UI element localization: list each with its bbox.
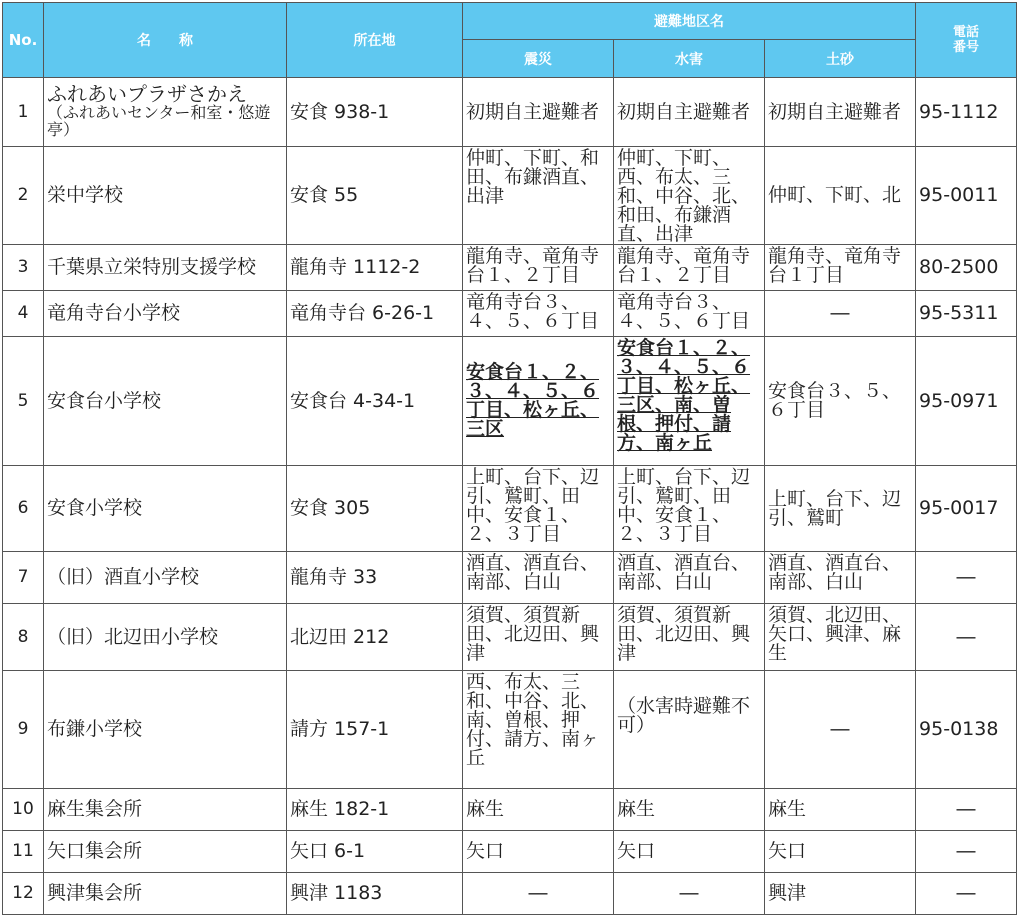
- row-address: 竜角寺台 6-26-1: [287, 291, 463, 337]
- header-tel: [916, 3, 1017, 78]
- row-flood: 麻生: [614, 789, 765, 831]
- row-tel: ―: [916, 552, 1017, 604]
- row-no: 4: [3, 291, 44, 337]
- row-name-main: ふれあいプラザさかえ: [47, 82, 247, 106]
- row-flood: 須賀、須賀新田、北辺田、興津: [614, 604, 765, 671]
- row-address: 請方 157-1: [287, 671, 463, 789]
- row-flood: ―: [614, 873, 765, 915]
- row-landslide: 安食台３、５、６丁目: [765, 337, 916, 466]
- row-name: （旧）酒直小学校: [44, 552, 287, 604]
- row-name: （旧）北辺田小学校: [44, 604, 287, 671]
- row-landslide: ―: [765, 291, 916, 337]
- row-address: 龍角寺 33: [287, 552, 463, 604]
- table-row: [3, 466, 1017, 552]
- row-landslide: 仲町、下町、北: [765, 147, 916, 245]
- row-quake: 西、布太、三和、中谷、北、南、曽根、押付、請方、南ヶ丘: [463, 671, 614, 789]
- table-row: [3, 78, 1017, 147]
- row-address: 北辺田 212: [287, 604, 463, 671]
- row-address: 安食 55: [287, 147, 463, 245]
- row-quake: 麻生: [463, 789, 614, 831]
- row-flood: 酒直、酒直台、南部、白山: [614, 552, 765, 604]
- row-tel: 95-0011: [916, 147, 1017, 245]
- row-name: 安食小学校: [44, 466, 287, 552]
- row-quake: 龍角寺、竜角寺台１、２丁目: [463, 245, 614, 291]
- table-row: [3, 604, 1017, 671]
- row-no: 6: [3, 466, 44, 552]
- row-landslide: 矢口: [765, 831, 916, 873]
- row-name-sub: （ふれあいセンター和室・悠遊亭）: [47, 103, 271, 139]
- row-landslide: 上町、台下、辺引、鷲町: [765, 466, 916, 552]
- evacuation-shelter-table: [2, 2, 1017, 915]
- row-no: 1: [3, 78, 44, 147]
- row-quake: ―: [463, 873, 614, 915]
- row-landslide: ―: [765, 671, 916, 789]
- header-landslide: 土砂: [765, 40, 916, 78]
- row-tel: ―: [916, 789, 1017, 831]
- row-quake-underlined: 安食台１、２、３、４、５、６丁目、松ヶ丘、三区: [466, 361, 600, 440]
- table-row: [3, 291, 1017, 337]
- row-flood: 龍角寺、竜角寺台１、２丁目: [614, 245, 765, 291]
- row-landslide: 初期自主避難者: [765, 78, 916, 147]
- header-quake: 震災: [463, 40, 614, 78]
- header-area-group: 避難地区名: [463, 3, 916, 40]
- row-flood-underlined: 安食台１、２、３、４、５、６丁目、松ヶ丘、三区、南、曽根、押付、請方、南ヶ丘: [617, 337, 751, 454]
- row-name: 麻生集会所: [44, 789, 287, 831]
- row-no: 8: [3, 604, 44, 671]
- row-name: 千葉県立栄特別支援学校: [44, 245, 287, 291]
- row-no: 7: [3, 552, 44, 604]
- table-row: [3, 789, 1017, 831]
- row-address: 麻生 182-1: [287, 789, 463, 831]
- row-tel: 95-0971: [916, 337, 1017, 466]
- header-address: 所在地: [287, 3, 463, 78]
- row-name: 安食台小学校: [44, 337, 287, 466]
- row-tel: ―: [916, 873, 1017, 915]
- header-no: No.: [3, 3, 44, 78]
- row-tel: 95-1112: [916, 78, 1017, 147]
- row-landslide: 須賀、北辺田、矢口、興津、麻生: [765, 604, 916, 671]
- row-quake: 矢口: [463, 831, 614, 873]
- row-name: [44, 78, 287, 147]
- row-name: 矢口集会所: [44, 831, 287, 873]
- row-no: 2: [3, 147, 44, 245]
- row-quake: 竜角寺台３、４、５、６丁目: [463, 291, 614, 337]
- row-tel: 95-0138: [916, 671, 1017, 789]
- row-name: 栄中学校: [44, 147, 287, 245]
- row-address: 龍角寺 1112-2: [287, 245, 463, 291]
- row-quake: 上町、台下、辺引、鷲町、田中、安食１、２、３丁目: [463, 466, 614, 552]
- row-flood: 竜角寺台３、４、５、６丁目: [614, 291, 765, 337]
- row-quake: 初期自主避難者: [463, 78, 614, 147]
- row-address: 安食台 4-34-1: [287, 337, 463, 466]
- row-quake: 仲町、下町、和田、布鎌酒直、出津: [463, 147, 614, 245]
- row-name: 興津集会所: [44, 873, 287, 915]
- row-name: 布鎌小学校: [44, 671, 287, 789]
- row-quake: [463, 337, 614, 466]
- row-tel: 80-2500: [916, 245, 1017, 291]
- row-no: 10: [3, 789, 44, 831]
- row-flood: [614, 337, 765, 466]
- row-no: 5: [3, 337, 44, 466]
- row-landslide: 龍角寺、竜角寺台１丁目: [765, 245, 916, 291]
- row-no: 12: [3, 873, 44, 915]
- table-row: [3, 671, 1017, 789]
- row-no: 9: [3, 671, 44, 789]
- header-flood: 水害: [614, 40, 765, 78]
- header-name: 名 称: [44, 3, 287, 78]
- table-row: [3, 245, 1017, 291]
- row-tel: 95-5311: [916, 291, 1017, 337]
- table-row: [3, 873, 1017, 915]
- row-tel: ―: [916, 831, 1017, 873]
- header-tel-line2: 番号: [953, 40, 980, 55]
- table-row: [3, 147, 1017, 245]
- row-flood: 矢口: [614, 831, 765, 873]
- row-tel: 95-0017: [916, 466, 1017, 552]
- row-address: 興津 1183: [287, 873, 463, 915]
- row-landslide: 麻生: [765, 789, 916, 831]
- table-row: [3, 337, 1017, 466]
- table-row: [3, 552, 1017, 604]
- row-name: 竜角寺台小学校: [44, 291, 287, 337]
- row-no: 3: [3, 245, 44, 291]
- row-quake: 酒直、酒直台、南部、白山: [463, 552, 614, 604]
- row-no: 11: [3, 831, 44, 873]
- row-landslide: 酒直、酒直台、南部、白山: [765, 552, 916, 604]
- row-tel: ―: [916, 604, 1017, 671]
- table-row: [3, 831, 1017, 873]
- row-quake: 須賀、須賀新田、北辺田、興津: [463, 604, 614, 671]
- row-address: 安食 938-1: [287, 78, 463, 147]
- row-flood: 上町、台下、辺引、鷲町、田中、安食１、２、３丁目: [614, 466, 765, 552]
- header-tel-line1: 電話: [953, 25, 980, 40]
- row-flood: 初期自主避難者: [614, 78, 765, 147]
- row-landslide: 興津: [765, 873, 916, 915]
- row-flood: （水害時避難不可）: [614, 671, 765, 789]
- row-flood: 仲町、下町、西、布太、三和、中谷、北、和田、布鎌酒直、出津: [614, 147, 765, 245]
- row-address: 矢口 6-1: [287, 831, 463, 873]
- row-address: 安食 305: [287, 466, 463, 552]
